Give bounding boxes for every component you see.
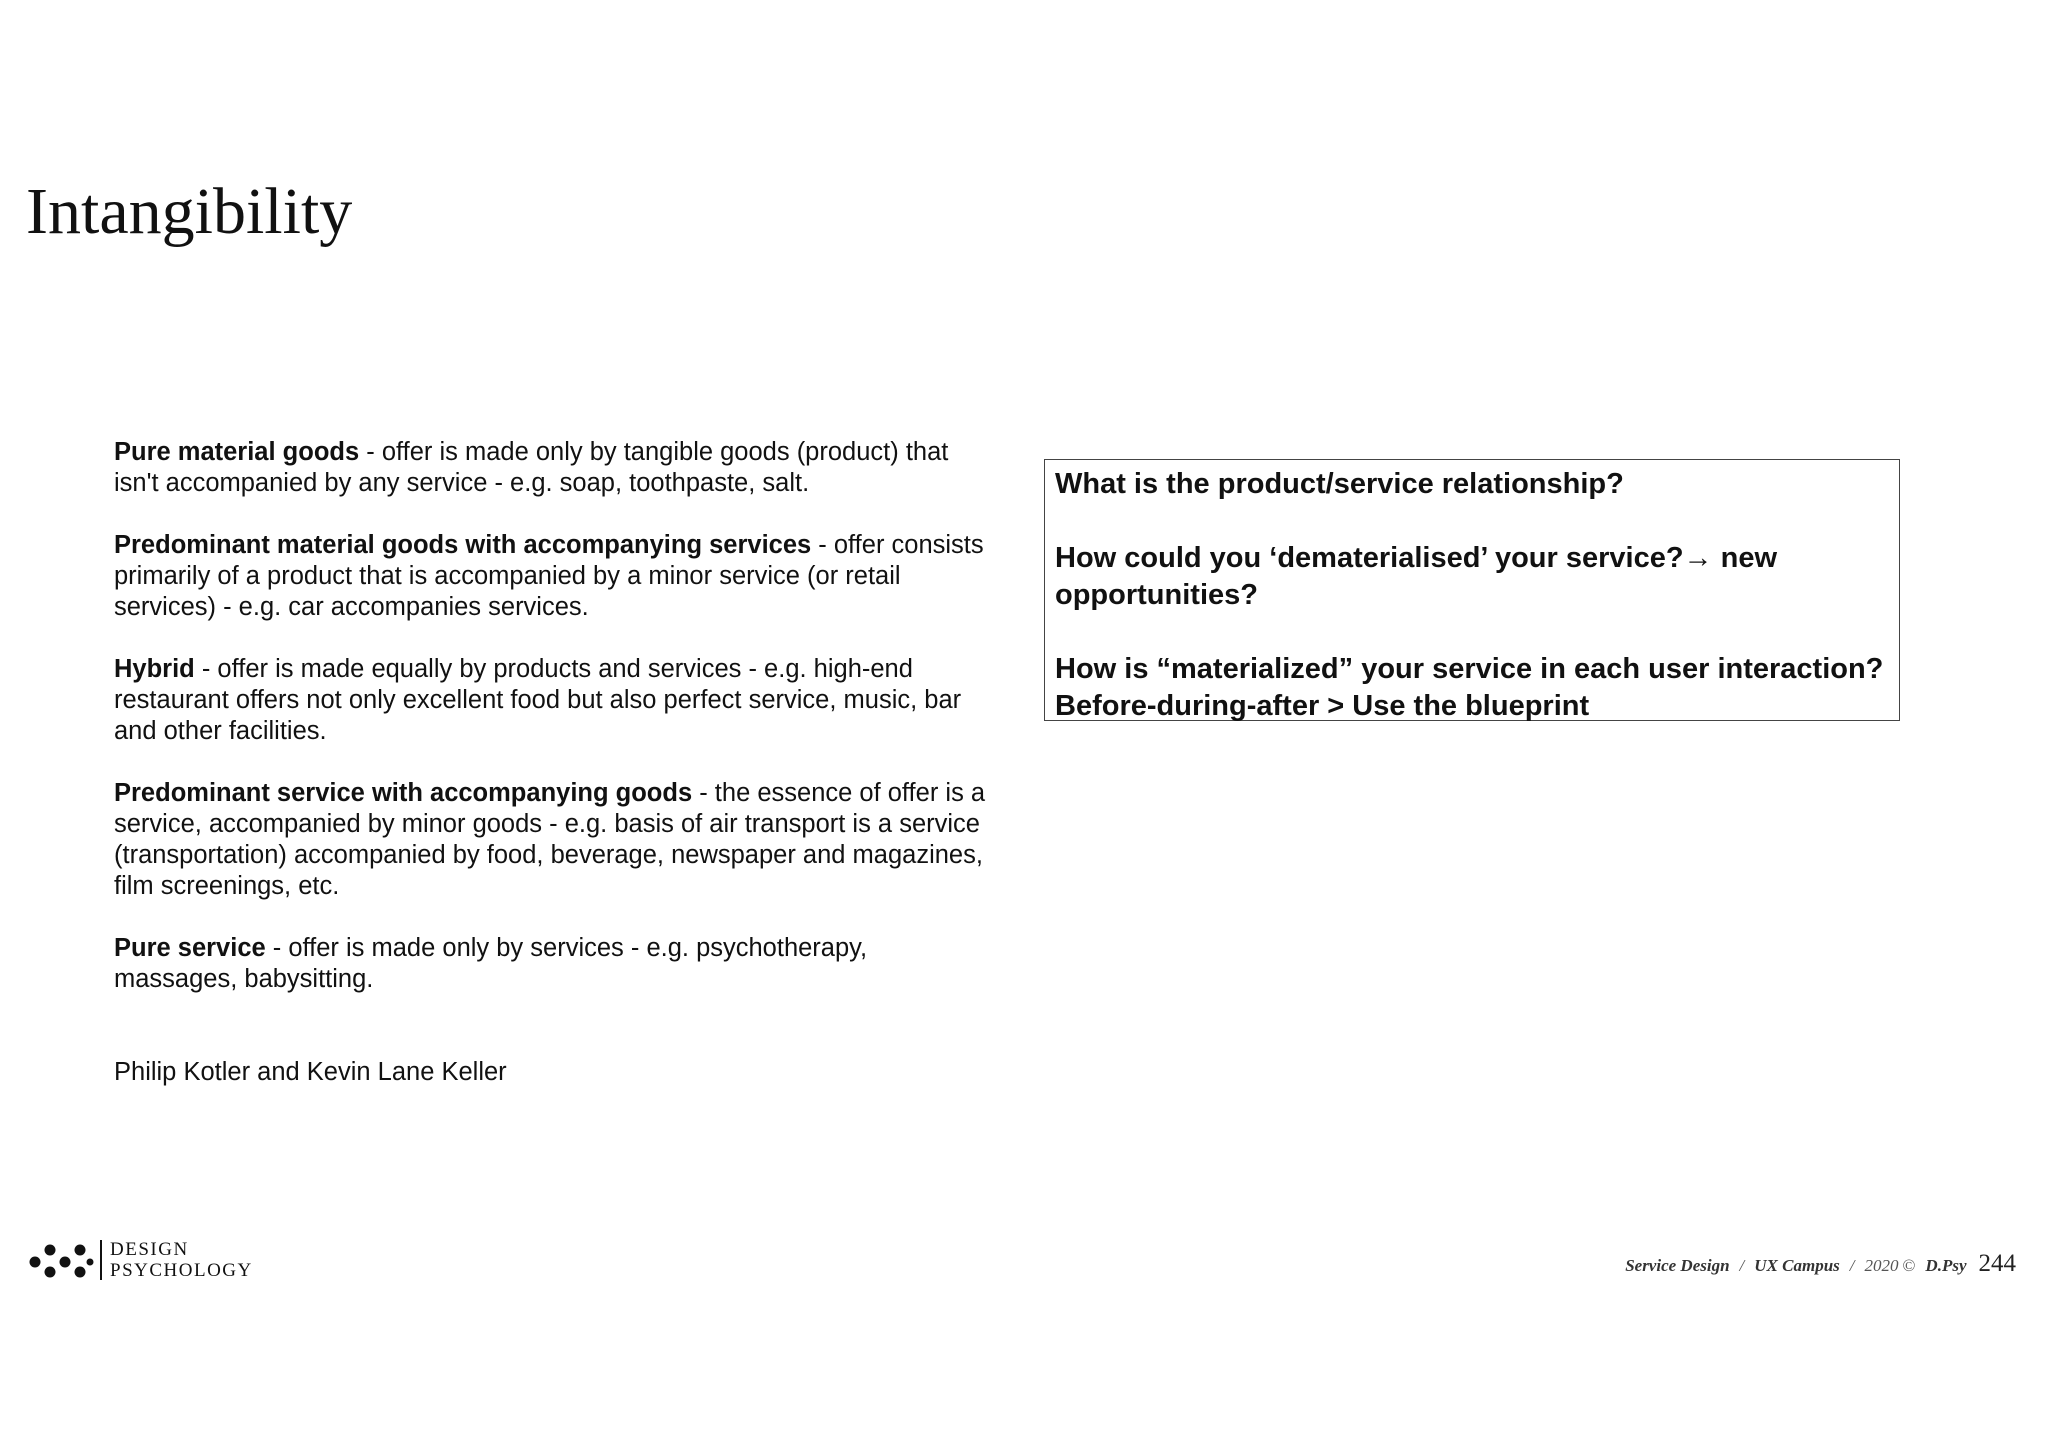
logo-divider (100, 1240, 102, 1280)
definition-item (114, 933, 994, 995)
definition-term: Predominant service with accompanying goods (114, 779, 693, 807)
dots-logo-icon (28, 1238, 94, 1282)
definition-term: Predominant material goods with accompanying services (114, 531, 812, 559)
footer-copyright: © (1902, 1256, 1916, 1275)
footer-separator: / (1739, 1256, 1745, 1275)
definition-text: - offer is made only by tangible goods (product) that isn't accompanied by any service - e.g. soap, toothpaste, salt. (114, 438, 949, 497)
footer-separator: / (1849, 1256, 1855, 1275)
question-3 (1055, 651, 1889, 725)
definition-item (114, 530, 994, 623)
definition-item (114, 654, 994, 747)
definitions-list (114, 437, 994, 1119)
question-3-line-2: Before-during-after > Use the blueprint (1055, 690, 1590, 722)
questions-box (1044, 459, 1900, 721)
page-number: 244 (1978, 1250, 2016, 1277)
question-3-line-1: How is “materialized” your service in each user interaction? (1055, 653, 1884, 685)
footer-campus: UX Campus (1754, 1256, 1840, 1275)
logo-wordmark (110, 1239, 253, 1281)
definition-item (114, 437, 994, 499)
source-citation: Philip Kotler and Kevin Lane Keller (114, 1058, 507, 1086)
footer-course: Service Design (1625, 1256, 1730, 1275)
definition-term: Hybrid (114, 655, 195, 683)
definition-item (114, 778, 994, 902)
definition-text: - the essence of offer is a service, accompanied by minor goods - e.g. basis of air transport is a service (transportation) accompanied by food, beverage, newspaper and magazines, film screenings, etc. (114, 779, 986, 900)
logo-line-2: PSYCHOLOGY (110, 1260, 253, 1281)
footer-author: D.Psy (1925, 1256, 1967, 1275)
definition-text: - offer is made only by services - e.g. psychotherapy, massages, babysitting. (114, 934, 868, 993)
definition-term: Pure material goods (114, 438, 360, 466)
definition-text: - offer is made equally by products and services - e.g. high-end restaurant offers not only excellent food but also perfect service, music, bar and other facilities. (114, 655, 962, 745)
design-psychology-logo (28, 1238, 253, 1282)
question-1: What is the product/service relationship? (1055, 468, 1624, 500)
footer-year: 2020 (1864, 1256, 1899, 1275)
slide-footer (1625, 1250, 2016, 1278)
definition-text: - offer consists primarily of a product that is accompanied by a minor service (or retail services) - e.g. car accompanies services. (114, 531, 984, 621)
definition-term: Pure service (114, 934, 266, 962)
question-2: How could you ‘dematerialised’ your service?→ new opportunities? (1055, 542, 1777, 611)
logo-line-1: DESIGN (110, 1239, 189, 1260)
slide-title: Intangibility (26, 175, 353, 248)
